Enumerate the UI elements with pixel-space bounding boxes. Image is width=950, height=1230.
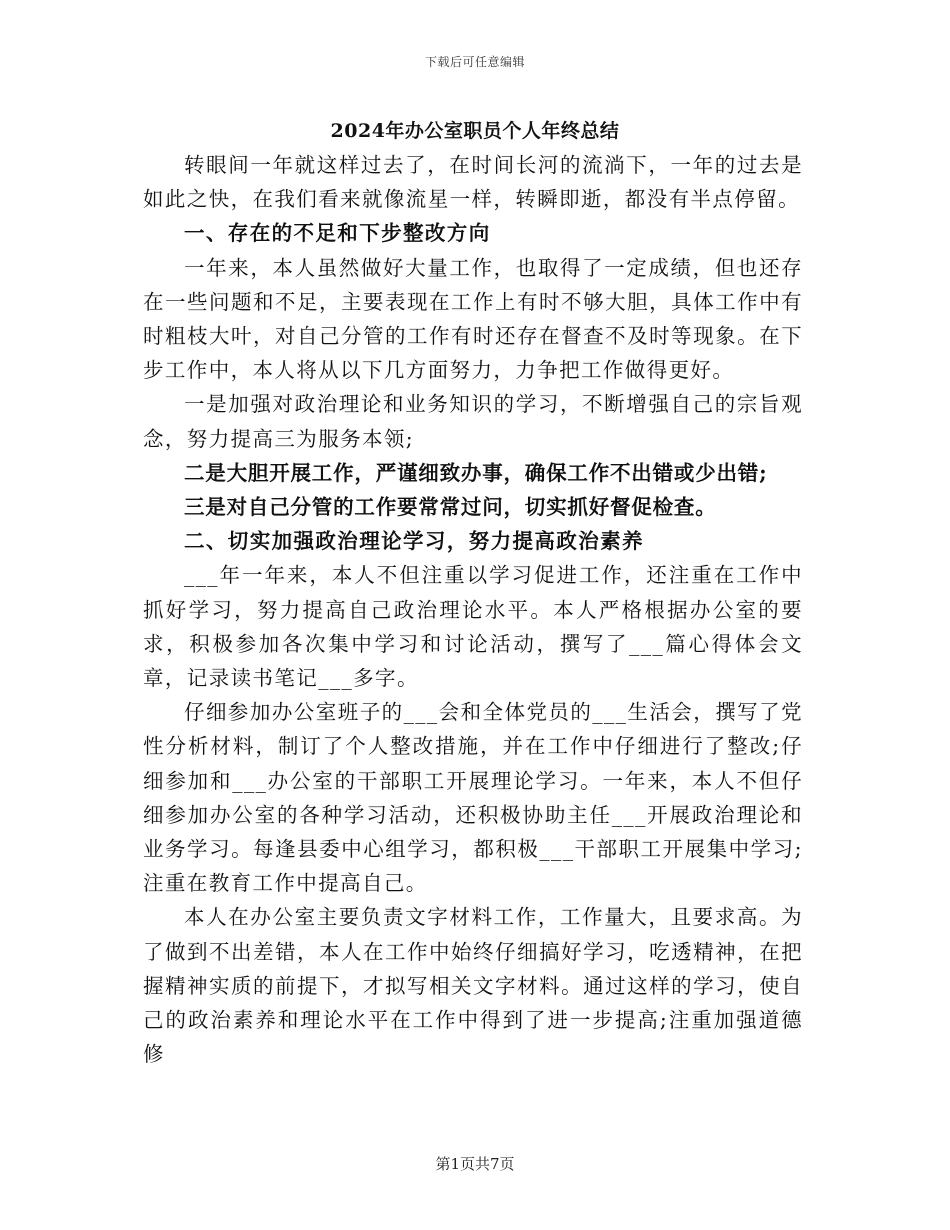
body-paragraph: ___年一年来，本人不但注重以学习促进工作，还注重在工作中抓好学习，努力提高自己政治理论水平。本人严格根据办公室的要求，积极参加各次集中学习和讨论活动，撰写了___篇心得体会文章，记录读书笔记___多字。 [143, 563, 803, 691]
bold-paragraph: 二是大胆开展工作，严谨细致办事，确保工作不出错或少出错; [184, 460, 768, 485]
bold-paragraph: 三是对自己分管的工作要常常过问，切实抓好督促检查。 [184, 495, 717, 520]
intro-paragraph: 转眼间一年就这样过去了，在时间长河的流淌下，一年的过去是如此之快，在我们看来就像流星一样，转瞬即逝，都没有半点停留。 [143, 153, 803, 212]
document-body [143, 148, 803, 1071]
body-paragraph: 一是加强对政治理论和业务知识的学习，不断增强自己的宗旨观念，努力提高三为服务本领; [143, 392, 803, 451]
page-number-footer: 第1页共7页 [435, 1155, 515, 1173]
body-paragraph: 一年来，本人虽然做好大量工作，也取得了一定成绩，但也还存在一些问题和不足，主要表现在工作上有时不够大胆，具体工作中有时粗枝大叶，对自己分管的工作有时还存在督查不及时等现象。在下步工作中，本人将从以下几方面努力，力争把工作做得更好。 [143, 255, 803, 383]
document-title: 2024年办公室职员个人年终总结 [330, 120, 620, 142]
body-paragraph: 本人在办公室主要负责文字材料工作，工作量大，且要求高。为了做到不出差错，本人在工作中始终仔细搞好学习，吃透精神，在把握精神实质的前提下，才拟写相关文字材料。通过这样的学习，使自己的政治素养和理论水平在工作中得到了进一步提高;注重加强道德修 [143, 905, 803, 1067]
section-heading-1: 一、存在的不足和下步整改方向 [184, 221, 491, 246]
body-paragraph: 仔细参加办公室班子的___会和全体党员的___生活会，撰写了党性分析材料，制订了个人整改措施，并在工作中仔细进行了整改;仔细参加和___办公室的干部职工开展理论学习。一年来，本人不但仔细参加办公室的各种学习活动，还积极协助主任___开展政治理论和业务学习。每逢县委中心组学习，都积极___干部职工开展集中学习;注重在教育工作中提高自己。 [143, 700, 803, 896]
section-heading-2: 二、切实加强政治理论学习，努力提高政治素养 [184, 529, 644, 554]
header-note: 下载后可任意编辑 [424, 55, 525, 69]
